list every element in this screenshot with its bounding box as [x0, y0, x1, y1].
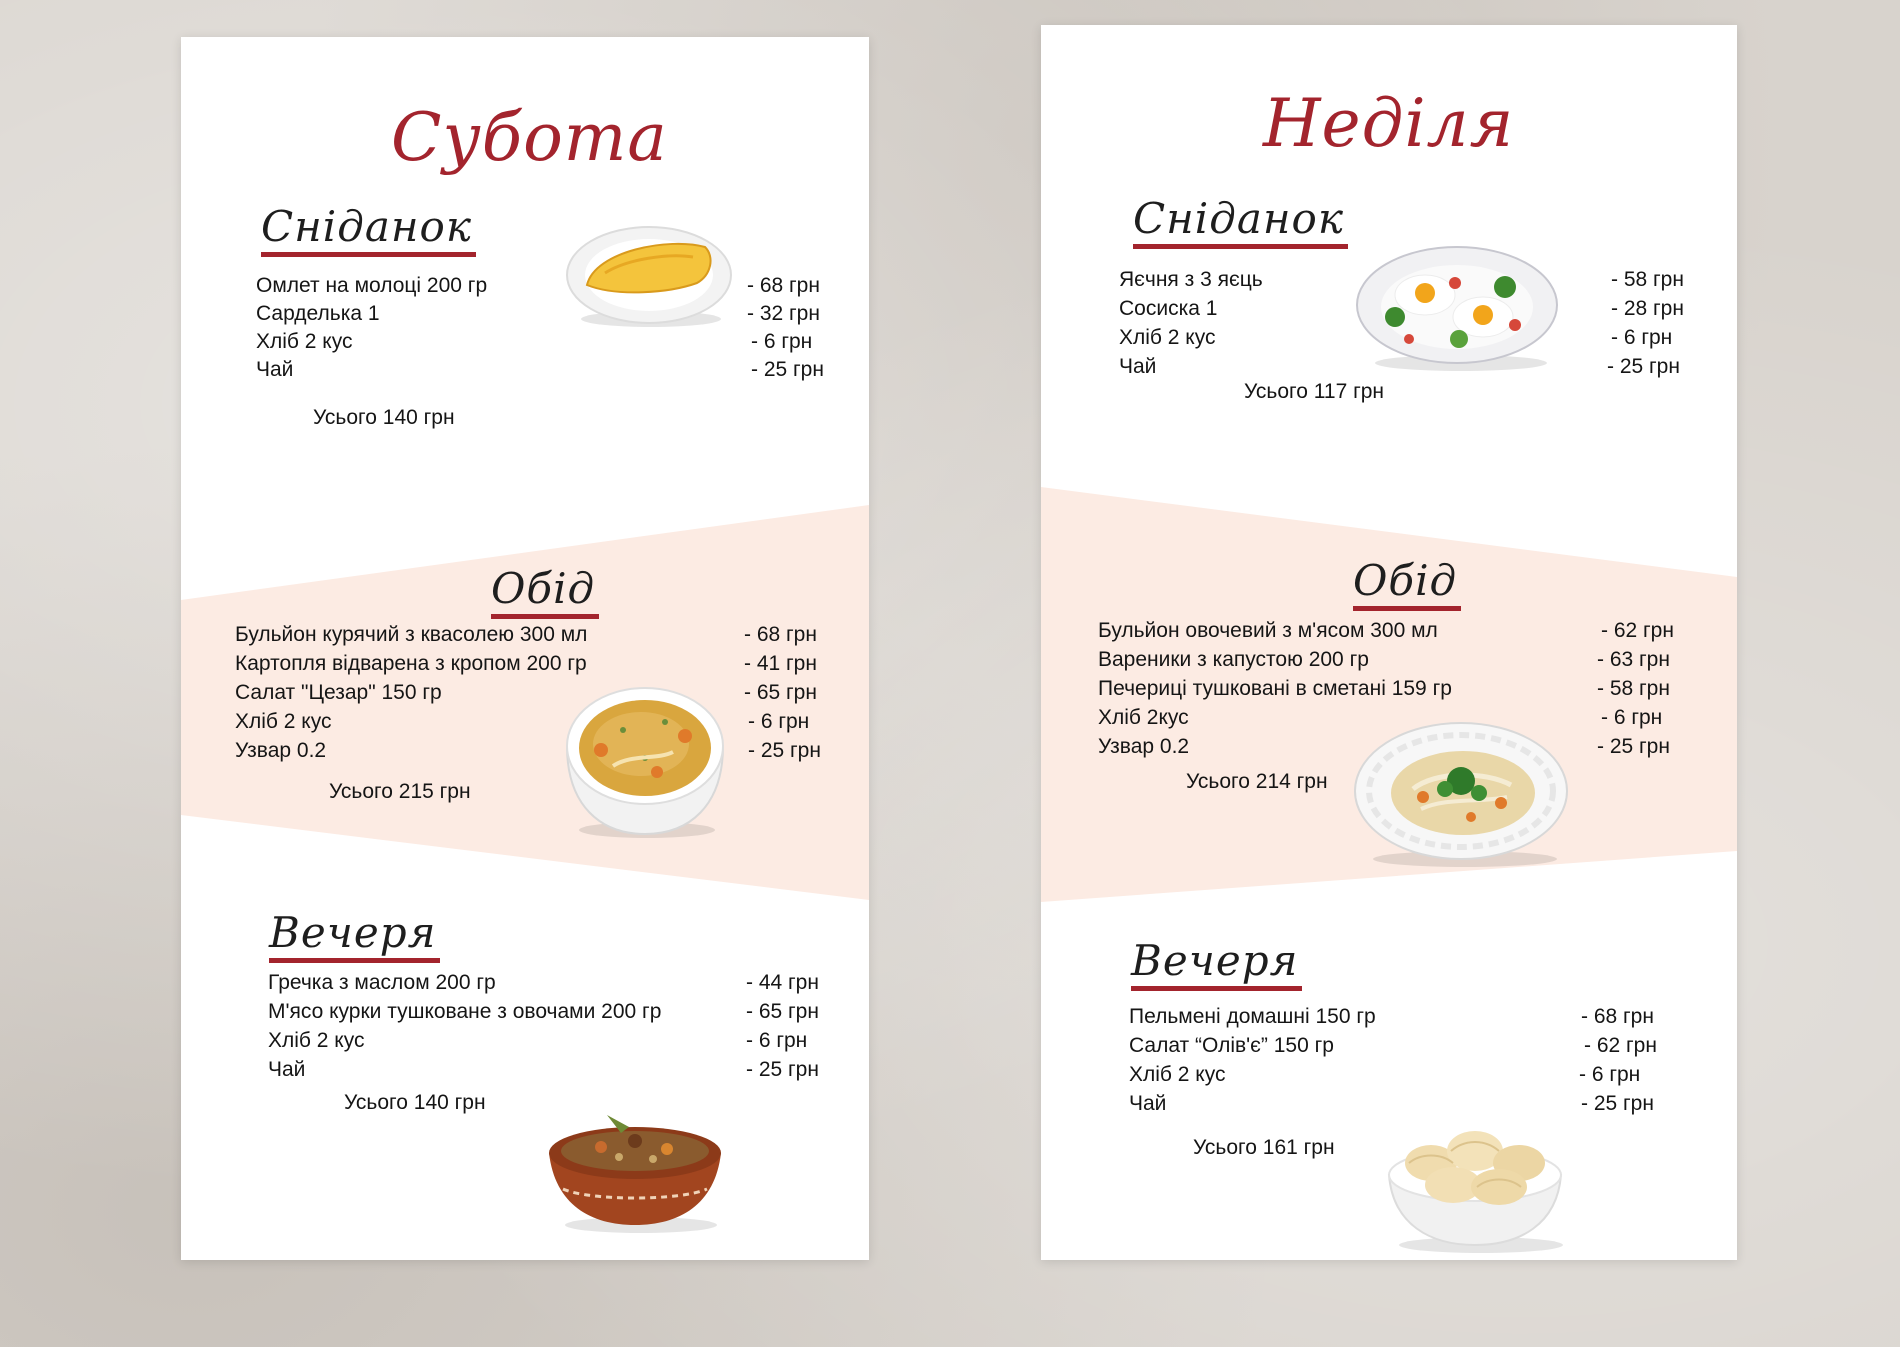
menu-item-name: Печериці тушковані в сметані 159 гр — [1098, 677, 1452, 700]
dumplings-bowl-icon — [1381, 1105, 1571, 1255]
lunch-total: Усього 214 грн — [1186, 770, 1328, 793]
menu-item-price: - 25 грн — [1581, 1092, 1654, 1115]
menu-item-name: Сарделька 1 — [256, 302, 380, 325]
menu-item-price: - 32 грн — [747, 302, 820, 325]
menu-card-saturday — [181, 37, 869, 1260]
lunch-title: Обід — [1353, 556, 1458, 605]
menu-item-price: - 28 грн — [1611, 297, 1684, 320]
menu-card-sunday — [1041, 25, 1737, 1260]
lunch-total: Усього 215 грн — [329, 780, 471, 803]
menu-item-price: - 25 грн — [748, 739, 821, 762]
menu-item-price: - 25 грн — [1607, 355, 1680, 378]
menu-item-price: - 6 грн — [1601, 706, 1663, 729]
menu-item-price: - 25 грн — [1597, 735, 1670, 758]
menu-item-name: Чай — [268, 1058, 306, 1081]
dinner-total: Усього 140 грн — [344, 1091, 486, 1114]
menu-item-price: - 65 грн — [744, 681, 817, 704]
menu-item-name: Салат “Олів'є” 150 гр — [1129, 1034, 1334, 1057]
menu-item-price: - 6 грн — [748, 710, 810, 733]
menu-item-name: Яєчня з 3 яєць — [1119, 268, 1263, 291]
menu-item-name: М'ясо курки тушковане з овочами 200 гр — [268, 1000, 662, 1023]
menu-item-name: Узвар 0.2 — [1098, 735, 1190, 758]
fried-eggs-plate-icon — [1355, 243, 1561, 373]
menu-item-name: Хліб 2 кус — [256, 330, 353, 353]
menu-item-price: - 44 грн — [746, 971, 819, 994]
dinner-title: Вечеря — [269, 908, 437, 957]
menu-item-name: Хліб 2 кус — [1129, 1063, 1226, 1086]
lunch-title: Обід — [491, 564, 596, 613]
menu-item-price: - 63 грн — [1597, 648, 1670, 671]
menu-item-price: - 68 грн — [744, 623, 817, 646]
menu-item-name: Вареники з капустою 200 гр — [1098, 648, 1369, 671]
menu-item-price: - 68 грн — [747, 274, 820, 297]
menu-item-name: Омлет на молоці 200 гр — [256, 274, 488, 297]
menu-item-name: Пельмені домашні 150 гр — [1129, 1005, 1376, 1028]
menu-item-price: - 68 грн — [1581, 1005, 1654, 1028]
breakfast-title: Сніданок — [261, 202, 472, 251]
menu-item-name: Чай — [1119, 355, 1157, 378]
menu-item-price: - 6 грн — [1611, 326, 1673, 349]
menu-item-price: - 6 грн — [751, 330, 813, 353]
day-title: Субота — [391, 99, 668, 176]
breakfast-total: Усього 140 грн — [313, 406, 455, 429]
menu-item-name: Картопля відварена з кропом 200 гр — [235, 652, 587, 675]
omelette-plate-icon — [565, 223, 735, 335]
menu-item-name: Гречка з маслом 200 гр — [268, 971, 496, 994]
menu-item-price: - 41 грн — [744, 652, 817, 675]
menu-item-price: - 65 грн — [746, 1000, 819, 1023]
menu-item-price: - 58 грн — [1597, 677, 1670, 700]
menu-item-name: Сосиска 1 — [1119, 297, 1218, 320]
menu-item-price: - 25 грн — [746, 1058, 819, 1081]
dinner-title: Вечеря — [1131, 936, 1299, 985]
menu-item-price: - 6 грн — [746, 1029, 808, 1052]
day-title: Неділя — [1263, 85, 1515, 162]
menu-item-name: Хліб 2 кус — [268, 1029, 365, 1052]
menu-item-name: Хліб 2кус — [1098, 706, 1189, 729]
buckwheat-clay-bowl-icon — [541, 1097, 731, 1237]
vegetable-soup-plate-icon — [1351, 719, 1573, 869]
menu-item-name: Бульйон овочевий з м'ясом 300 мл — [1098, 619, 1438, 642]
menu-item-price: - 58 грн — [1611, 268, 1684, 291]
menu-item-name: Чай — [256, 358, 294, 381]
menu-item-name: Чай — [1129, 1092, 1167, 1115]
dinner-total: Усього 161 грн — [1193, 1136, 1335, 1159]
chicken-soup-bowl-icon — [561, 674, 731, 844]
breakfast-total: Усього 117 грн — [1244, 380, 1385, 403]
menu-item-name: Хліб 2 кус — [1119, 326, 1216, 349]
menu-item-name: Узвар 0.2 — [235, 739, 327, 762]
menu-item-price: - 62 грн — [1601, 619, 1674, 642]
menu-item-price: - 6 грн — [1579, 1063, 1641, 1086]
menu-item-price: - 62 грн — [1584, 1034, 1657, 1057]
menu-item-price: - 25 грн — [751, 358, 824, 381]
menu-item-name: Бульйон курячий з квасолею 300 мл — [235, 623, 588, 646]
breakfast-title: Сніданок — [1133, 194, 1344, 243]
menu-item-name: Салат "Цезар" 150 гр — [235, 681, 442, 704]
menu-item-name: Хліб 2 кус — [235, 710, 332, 733]
